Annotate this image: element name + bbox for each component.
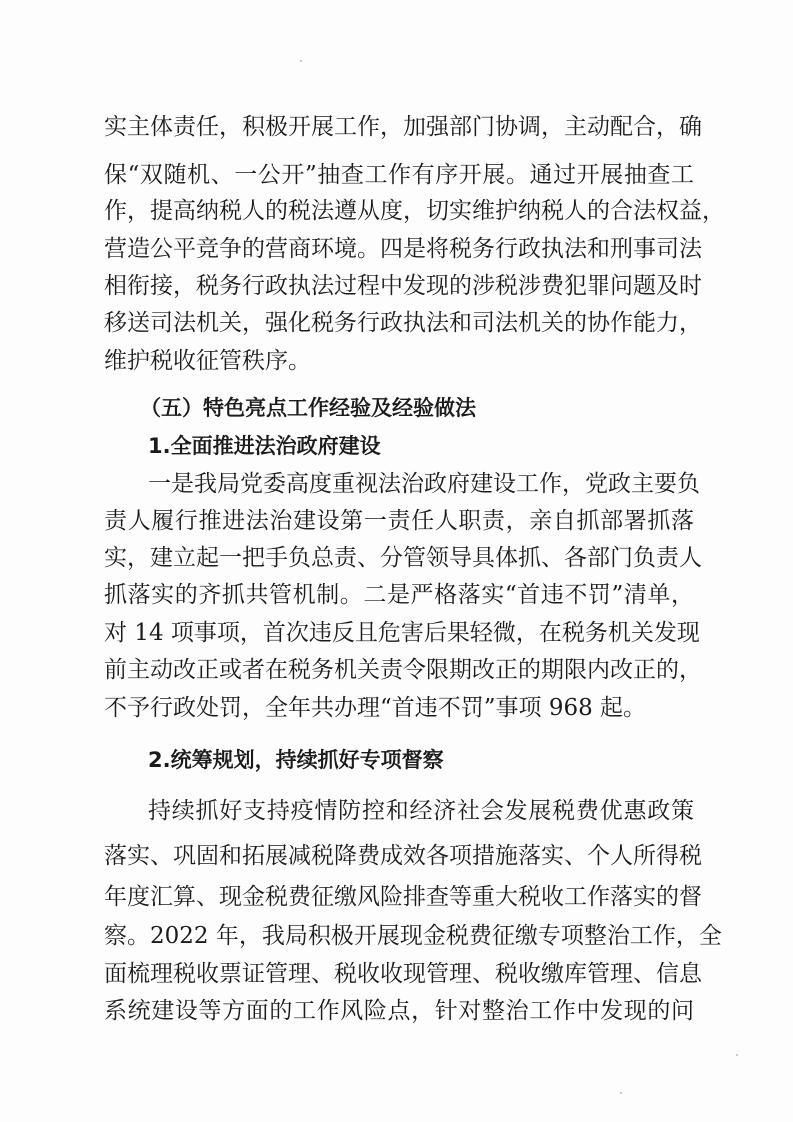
body-line: 实，建立起一把手负总责、分管领导具体抓、各部门负责人 [104, 545, 702, 571]
body-line: 营造公平竞争的营商环境。四是将税务行政执法和刑事司法 [104, 236, 702, 262]
body-line: 面梳理税收票证管理、税收收现管理、税收缴库管理、信息 [104, 961, 702, 987]
body-line: 持续抓好支持疫情防控和经济社会发展税费优惠政策 [148, 798, 694, 824]
body-line: 抓落实的齐抓共管机制。二是严格落实“首违不罚”清单， [104, 582, 694, 608]
scan-speck [620, 1092, 622, 1094]
body-line: 前主动改正或者在税务机关责令限期改正的期限内改正的， [104, 657, 702, 683]
scan-speck [300, 60, 302, 62]
body-line: 相衔接，税务行政执法过程中发现的涉税涉费犯罪问题及时 [104, 273, 702, 299]
subheading-2: 2.统筹规划，持续抓好专项督察 [148, 748, 444, 772]
section-heading: （五）特色亮点工作经验及经验做法 [140, 396, 476, 420]
body-line: 移送司法机关，强化税务行政执法和司法机关的协作能力， [104, 310, 702, 336]
scan-speck [736, 1054, 738, 1056]
body-line: 落实、巩固和拓展减税降费成效各项措施落实、个人所得税 [104, 843, 702, 869]
body-line: 一是我局党委高度重视法治政府建设工作，党政主要负 [148, 471, 700, 497]
body-line: 系统建设等方面的工作风险点，针对整治工作中发现的问 [104, 998, 694, 1024]
body-line: 察。2022 年，我局积极开展现金税费征缴专项整治工作，全 [104, 923, 722, 949]
body-line: 不予行政处罚，全年共办理“首违不罚”事项 968 起。 [104, 695, 647, 721]
body-line: 对 14 项事项，首次违反且危害后果轻微，在税务机关发现 [104, 620, 700, 646]
body-line: 责人履行推进法治建设第一责任人职责，亲自抓部署抓落 [104, 508, 694, 534]
body-line: 维护税收征管秩序。 [104, 348, 311, 374]
body-line: 年度汇算、现金税费征缴风险排查等重大税收工作落实的督 [104, 884, 702, 910]
body-line: 作，提高纳税人的税法遵从度，切实维护纳税人的合法权益， [104, 198, 725, 224]
body-line: 保“双随机、一公开”抽查工作有序开展。通过开展抽查工 [104, 162, 694, 188]
subheading-1: 1.全面推进法治政府建设 [148, 434, 381, 458]
body-line: 实主体责任，积极开展工作，加强部门协调，主动配合，确 [104, 114, 702, 140]
